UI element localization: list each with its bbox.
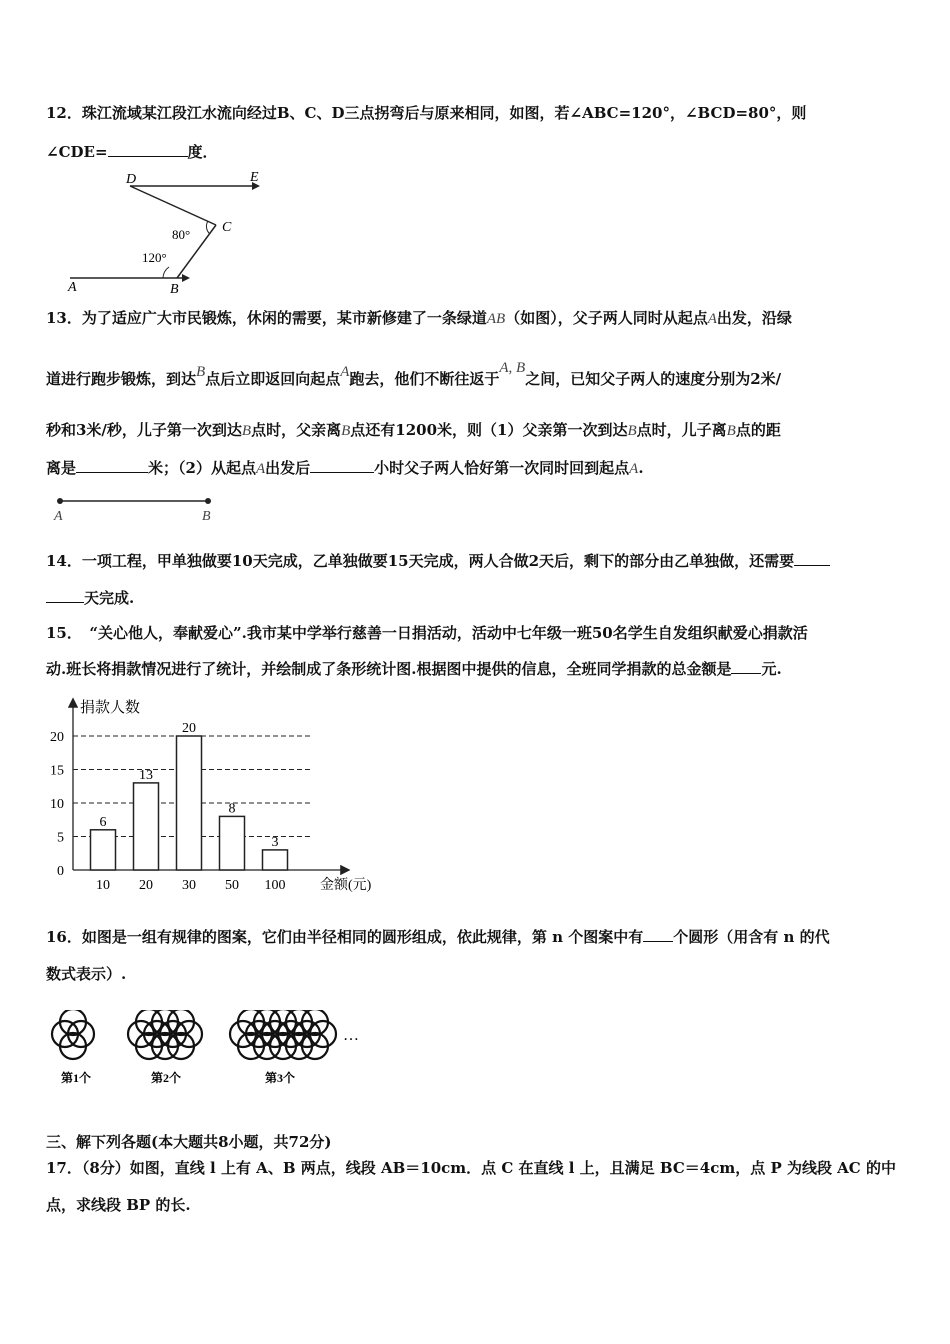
q13-line1 (46, 307, 792, 328)
y-axis-title: 捐款人数 (80, 700, 141, 716)
q13-text-3e: 点的距 (735, 421, 781, 439)
q13-text-1b: （如图），父子两人同时从起点 (505, 309, 708, 327)
y-tick-15: 15 (50, 763, 64, 779)
q13-point-B (205, 498, 211, 504)
q13-text-4d: 小时父子两人恰好第一次同时回到起点 (374, 459, 630, 477)
x-axis-title: 金额(元) (320, 878, 372, 893)
q13-A-4: A (629, 461, 639, 477)
x-tick-20: 20 (139, 878, 153, 893)
q13-line2 (46, 360, 782, 389)
bar-20 (134, 783, 159, 870)
q13-text-4a: 离是 (46, 459, 77, 477)
q13-AcB: A, B (499, 360, 526, 376)
q12-angle-label: ∠CDE= (46, 143, 108, 161)
q12-line1: 12．珠江流域某江段江水流向经过B、C、D三点拐弯后与原来相同，如图，若∠ABC=120°，∠BCD=80°，则 (46, 104, 807, 122)
q13-AB: AB (486, 311, 506, 327)
q13-text-2d: 之间，已知父子两人的速度分别为2米/ (525, 370, 782, 388)
x-tick-50: 50 (225, 878, 239, 893)
q13-answer-blank-2[interactable] (310, 458, 374, 473)
q13-B-5: B (726, 423, 736, 439)
x-tick-10: 10 (96, 878, 110, 893)
q13-text-1a: 13．为了适应广大市民锻炼，休闲的需要，某市新修建了一条绿道 (46, 309, 487, 327)
bar-100 (263, 850, 288, 870)
y-tick-20: 20 (50, 730, 64, 745)
donation-bar-chart (40, 692, 385, 897)
bar-30 (177, 736, 202, 870)
bar-value-100: 3 (271, 834, 279, 850)
q12-figure (60, 168, 280, 298)
q13-B-2: B (241, 423, 252, 439)
y-tick-5: 5 (57, 830, 64, 846)
q12-label-C: C (222, 220, 232, 235)
q15-line2 (46, 658, 782, 679)
q13-A-2: A (340, 364, 350, 380)
q14-text-1: 14．一项工程，甲单独做要10天完成，乙单独做要15天完成，两人合做2天后，剩下的部分由乙单独做，还需要 (46, 552, 795, 570)
y-tick-10: 10 (50, 797, 64, 812)
q14-line2 (46, 587, 134, 608)
q13-B-4: B (627, 423, 637, 439)
bar-value-10: 6 (99, 814, 107, 830)
q15-line1: 15． “关心他人，奉献爱心”.我市某中学举行慈善一日捐活动，活动中七年级一班50名学生自发组织献爱心捐款活 (46, 624, 808, 642)
pattern-3 (230, 1010, 336, 1059)
q16-line2: 数式表示）. (46, 965, 127, 983)
q16-text-1b: 个圆形（用含有 n 的代 (673, 928, 830, 946)
q16-answer-blank[interactable] (643, 927, 673, 942)
q13-A: A (707, 311, 717, 327)
q13-B: B (196, 364, 206, 380)
q13-line3 (46, 419, 781, 440)
pattern-caption-3: 第3个 (265, 1071, 296, 1085)
q13-fig-label-B: B (202, 509, 211, 524)
q16-line1 (46, 926, 830, 947)
q14-text-2: 天完成. (84, 589, 135, 607)
bar-10 (91, 830, 116, 870)
q12-label-B: B (170, 282, 179, 297)
pattern-2 (128, 1010, 202, 1059)
q13-text-4e: . (638, 459, 644, 477)
bar-value-30: 20 (182, 721, 196, 736)
q13-A-3: A (255, 461, 266, 477)
q15-text-2a: 动.班长将捐款情况进行了统计，并绘制成了条形统计图.根据图中提供的信息，全班同学捐款的总金额是 (46, 660, 732, 678)
pattern-caption-2: 第2个 (151, 1071, 182, 1085)
q12-answer-blank[interactable] (108, 142, 188, 157)
q13-text-3b: 点时，父亲离 (251, 421, 342, 439)
x-tick-100: 100 (264, 878, 286, 893)
q12-label-D: D (126, 172, 137, 187)
q13-text-3d: 点时，儿子离 (636, 421, 727, 439)
q12-label-A: A (68, 280, 77, 295)
q15-answer-blank[interactable] (731, 659, 761, 674)
q14-answer-blank-a[interactable] (794, 551, 830, 566)
q12-angle-80: 80° (172, 227, 191, 242)
pattern-caption-1: 第1个 (61, 1071, 92, 1085)
x-tick-30: 30 (182, 878, 196, 893)
section-3-title: 三、解下列各题(本大题共8小题，共72分) (46, 1133, 332, 1151)
q14-answer-blank-b[interactable] (46, 588, 84, 603)
q16-figure (45, 1010, 375, 1090)
pattern-ellipsis: … (343, 1027, 359, 1044)
q13-figure (48, 492, 228, 526)
q13-fig-label-A: A (54, 509, 63, 524)
q13-B-3: B (341, 423, 351, 439)
q13-text-4c: 出发后 (265, 459, 311, 477)
bar-50 (220, 816, 245, 870)
q17-line1: 17．（8分）如图，直线 l 上有 A、B 两点，线段 AB＝10cm．点 C 在直线 l 上，且满足 BC＝4cm，点 P 为线段 AC 的中 (46, 1159, 896, 1177)
q13-text-2c: 跑去，他们不断往返于 (349, 370, 500, 388)
bar-value-50: 8 (228, 801, 236, 817)
q13-line4 (46, 457, 644, 478)
q13-text-3a: 秒和3米/秒，儿子第一次到达 (46, 421, 242, 439)
q16-text-1: 16．如图是一组有规律的图案，它们由半径相同的圆形组成，依此规律，第 n 个图案中有 (46, 928, 644, 946)
q13-text-2a: 道进行跑步锻炼，到达 (46, 370, 197, 388)
q13-text-2b: 点后立即返回向起点 (205, 370, 341, 388)
q13-answer-blank-1[interactable] (76, 458, 148, 473)
bar-value-20: 13 (139, 767, 153, 783)
pattern-1 (52, 1010, 94, 1059)
q12-label-E: E (250, 170, 259, 185)
q13-point-A (57, 498, 63, 504)
q13-text-4b: 米；（2）从起点 (148, 459, 256, 477)
q12-unit: 度． (187, 143, 218, 161)
q15-text-2b: 元. (761, 660, 782, 678)
y-tick-0: 0 (57, 864, 64, 879)
q13-text-3c: 点还有1200米，则（1）父亲第一次到达 (350, 421, 628, 439)
q14-line1 (46, 550, 830, 571)
q12-line2 (46, 141, 218, 162)
q17-line2: 点，求线段 BP 的长. (46, 1196, 191, 1214)
q12-angle-120: 120° (142, 250, 167, 265)
q13-text-1c: 出发，沿绿 (716, 309, 792, 327)
